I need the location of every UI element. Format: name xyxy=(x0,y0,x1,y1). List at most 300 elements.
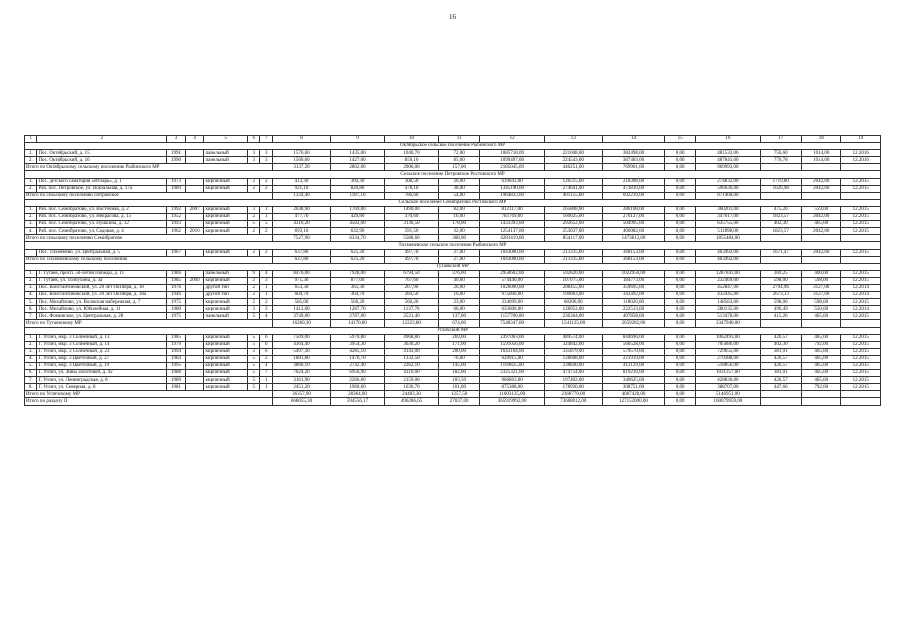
table-cell: 426,57 xyxy=(760,334,802,341)
table-cell: 770,78 xyxy=(760,157,802,164)
table-cell: 0,00 xyxy=(665,157,696,164)
table-cell: 2368770,00 xyxy=(544,391,602,398)
table-cell: 2010 xyxy=(185,228,204,235)
table-cell: 465,00 xyxy=(802,355,841,362)
table-cell: 446251,00 xyxy=(544,164,602,171)
table-cell: 2 xyxy=(248,228,260,235)
table-cell: 340625,00 xyxy=(602,377,664,384)
table-cell: 591,50 xyxy=(384,228,438,235)
table-cell: 274641,00 xyxy=(544,185,602,192)
table-cell: 792,00 xyxy=(802,341,841,348)
table-cell: 12223,80 xyxy=(384,320,438,327)
table-cell: 308751,00 xyxy=(602,384,664,391)
table-cell: 2397063,00 xyxy=(480,334,544,341)
table-cell: 3954,30 xyxy=(331,341,385,348)
table-cell: 4 xyxy=(260,313,272,320)
table-cell: 2325321,00 xyxy=(480,370,544,377)
table-cell: 1990 xyxy=(167,157,186,164)
table-cell: Г. Углич, мкр. 3 Цветочный, д. 27 xyxy=(37,355,167,362)
table-cell: 465,00 xyxy=(802,334,841,341)
subtotal-row xyxy=(25,320,881,327)
table-cell: 2 xyxy=(248,178,260,185)
table-row xyxy=(25,185,881,192)
table-cell: 26,00 xyxy=(438,178,480,185)
table-cell: 426,57 xyxy=(760,377,802,384)
table-cell: Пос. Тихменево, ул. Центральная, д. 5 xyxy=(37,249,167,256)
table-cell: 2185045,09 xyxy=(480,164,544,171)
table-cell: 382498,00 xyxy=(602,150,664,157)
table-cell: кирпичный xyxy=(204,214,248,221)
table-cell: 2 xyxy=(248,284,260,291)
table-cell: 236364,00 xyxy=(544,313,602,320)
table-cell: 4 xyxy=(185,136,204,143)
table-cell: 1994 xyxy=(167,348,186,355)
table-row xyxy=(25,157,881,164)
table-cell: 0,00 xyxy=(665,178,696,185)
table-row xyxy=(25,299,881,306)
table-cell: 1287843,00 xyxy=(696,270,760,277)
table-cell: 477,70 xyxy=(272,214,330,221)
table-cell: 5 xyxy=(248,363,260,370)
table-cell: 465,00 xyxy=(802,363,841,370)
table-cell: 625,20 xyxy=(331,249,385,256)
table-cell: 8476,00 xyxy=(272,270,330,277)
table-cell xyxy=(760,235,802,242)
table-cell: Г. Углич, ул. Зины Золотовой, д. 42 xyxy=(37,370,167,377)
table-cell: 127152000,00 xyxy=(602,398,664,405)
table-cell: 1257,50 xyxy=(438,391,480,398)
table-cell: 3161,90 xyxy=(272,377,330,384)
table-cell: 1254137,00 xyxy=(480,228,544,235)
table-cell: 402,30 xyxy=(760,221,802,228)
table-cell: 585,00 xyxy=(272,299,330,306)
table-cell: 4143,00 xyxy=(384,348,438,355)
table-cell: 1. xyxy=(25,150,37,157)
table-cell: 574440,00 xyxy=(480,277,544,284)
table-cell: 368153,00 xyxy=(602,256,664,263)
table-cell xyxy=(185,214,204,221)
table-cell: 497,70 xyxy=(384,249,438,256)
table-cell: 1967 xyxy=(167,249,186,256)
table-cell: Октябрьское сельское поселение Рыбинского МР xyxy=(25,143,881,150)
table-cell: 4283419,00 xyxy=(480,235,544,242)
table-cell: 24483,30 xyxy=(384,391,438,398)
table-cell: 2 xyxy=(248,214,260,221)
table-cell: 4 xyxy=(260,363,272,370)
table-cell: 15 xyxy=(665,136,696,143)
table-cell xyxy=(185,377,204,384)
table-cell: 12.2015 xyxy=(841,178,881,185)
table-cell: 17 xyxy=(760,136,802,143)
table-row xyxy=(25,377,881,384)
table-cell: Г. Углич, мкр. 3 Солнечный, д. 13 xyxy=(37,334,167,341)
table-cell: 5 xyxy=(248,377,260,384)
table-cell: кирпичный xyxy=(204,377,248,384)
table-row xyxy=(25,363,881,370)
table-row xyxy=(25,341,881,348)
table-cell: 23,00 xyxy=(438,299,480,306)
table-cell: Пос. детского санатория «Итларь», д. 1 xyxy=(37,178,167,185)
table-cell: 478,10 xyxy=(384,185,438,192)
table-cell: 3866,10 xyxy=(272,363,330,370)
table-cell: Раб. пос. Семибратово, ул. Садовая, д. 4 xyxy=(37,228,167,235)
table-cell: 1157700,00 xyxy=(480,313,544,320)
table-cell: 0,00 xyxy=(665,150,696,157)
table-cell: Пос. Михайлово, ул. Юбилейная, д. 11 xyxy=(37,306,167,313)
table-cell: 0,00 xyxy=(665,256,696,263)
table-cell: 253037,00 xyxy=(544,228,602,235)
table-cell: 28364,00 xyxy=(331,391,385,398)
table-cell: 165808,00 xyxy=(544,206,602,213)
table-cell: 3127,00 xyxy=(802,292,841,299)
table-cell: 635755,00 xyxy=(696,221,760,228)
table-cell: 1952 xyxy=(167,214,186,221)
table-cell: 1626,98 xyxy=(760,185,802,192)
table-cell: 1881,80 xyxy=(272,355,330,362)
table-cell: 412129,00 xyxy=(602,363,664,370)
table-cell xyxy=(185,348,204,355)
table-cell: 3 xyxy=(260,157,272,164)
table-cell: 365,30 xyxy=(331,284,385,291)
table-cell: 280135,00 xyxy=(696,306,760,313)
table-cell: 0,00 xyxy=(665,348,696,355)
table-cell: 85,00 xyxy=(438,157,480,164)
grand-total-row xyxy=(25,398,881,405)
table-cell: 560528,00 xyxy=(602,341,664,348)
table-cell: кирпичный xyxy=(204,221,248,228)
table-cell: 1 xyxy=(260,214,272,221)
table-cell: 3 xyxy=(248,150,260,157)
table-cell: Итого по разделу II xyxy=(25,398,273,405)
table-cell: 16,00 xyxy=(438,292,480,299)
table-cell: 481532,06 xyxy=(696,150,760,157)
table-cell: 370,60 xyxy=(384,214,438,221)
table-cell: 12.2015 xyxy=(841,384,881,391)
table-cell: 10 xyxy=(384,136,438,143)
table-cell: 4. xyxy=(25,292,37,299)
table-cell xyxy=(185,270,204,277)
table-cell: 0,00 xyxy=(665,270,696,277)
table-cell: Г. Тутаев, просп. 50-летия Победы, д. 11 xyxy=(37,270,167,277)
page-number: 16 xyxy=(449,13,456,21)
table-cell: 3137,20 xyxy=(272,164,330,171)
table-cell: Г. Тутаев, ул. Толбухина, д. 3а xyxy=(37,277,167,284)
table-cell: 3 xyxy=(248,306,260,313)
table-cell: 6. xyxy=(25,306,37,313)
table-cell: 1993 xyxy=(167,221,186,228)
table-cell: 1 xyxy=(260,284,272,291)
table-cell: 335879,00 xyxy=(544,348,602,355)
table-cell: 1981 xyxy=(167,384,186,391)
table-cell: 3. xyxy=(25,284,37,291)
table-cell: 2 xyxy=(260,355,272,362)
table-cell: 224543,00 xyxy=(544,157,602,164)
table-cell: 1560,60 xyxy=(272,157,330,164)
table-cell: 1964833,00 xyxy=(480,192,544,199)
table-row xyxy=(25,334,881,341)
table-cell: 2038,90 xyxy=(272,206,330,213)
table-cell: 2 xyxy=(248,299,260,306)
table-cell: 1026000,00 xyxy=(480,284,544,291)
table-cell: 1433393,00 xyxy=(480,221,544,228)
table-cell: 1. xyxy=(25,178,37,185)
table-cell xyxy=(185,157,204,164)
table-cell: 429,80 xyxy=(331,214,385,221)
table-cell: 12.2014 xyxy=(841,306,881,313)
table-cell: 2 xyxy=(248,185,260,192)
table-cell: 1062493,00 xyxy=(696,334,760,341)
table-cell: кирпичный xyxy=(204,348,248,355)
table-cell: 222513,00 xyxy=(602,306,664,313)
table-cell xyxy=(841,235,881,242)
table-cell: 969993,00 xyxy=(696,164,760,171)
table-cell xyxy=(185,384,204,391)
table-row xyxy=(25,384,881,391)
table-cell xyxy=(185,363,204,370)
table-cell: другой тип xyxy=(204,284,248,291)
table-cell: 2009 xyxy=(185,277,204,284)
table-cell: 1960,60 xyxy=(331,384,385,391)
table-cell: 5 xyxy=(248,370,260,377)
table-cell: 73688012,00 xyxy=(544,398,602,405)
table-cell xyxy=(841,256,881,263)
table-cell: 6956,90 xyxy=(331,370,385,377)
table-cell: кирпичный xyxy=(204,341,248,348)
subtotal-row xyxy=(25,391,881,398)
table-cell: 1435,00 xyxy=(331,150,385,157)
table-cell: 274832,00 xyxy=(696,178,760,185)
table-cell: 16 xyxy=(696,136,760,143)
table-cell: 2042,00 xyxy=(802,185,841,192)
table-cell: 38,00 xyxy=(438,185,480,192)
table-cell: 1995 xyxy=(167,363,186,370)
table-cell: 3 xyxy=(260,150,272,157)
table-cell: 5588,60 xyxy=(384,235,438,242)
table-cell: 1769,00 xyxy=(331,206,385,213)
table-cell: 413,30 xyxy=(272,178,330,185)
table-cell: 1855484,00 xyxy=(696,235,760,242)
table-cell: 66,00 xyxy=(438,306,480,313)
table-cell: 579570,00 xyxy=(602,348,664,355)
table-cell: 1473812,00 xyxy=(602,235,664,242)
table-cell: 2 xyxy=(260,299,272,306)
table-cell: 137,00 xyxy=(438,313,480,320)
table-cell: 2 xyxy=(248,292,260,299)
table-cell: 12.2015 xyxy=(841,221,881,228)
table-cell: 12.2015 xyxy=(841,299,881,306)
table-cell: 653,30 xyxy=(272,284,330,291)
table-cell: 12.2015 xyxy=(841,249,881,256)
table-cell: 5 xyxy=(248,355,260,362)
table-cell: Раб. пос. Семибратово, ул. Пушкина, д. 12 xyxy=(37,221,167,228)
table-cell: 387403,00 xyxy=(602,157,664,164)
table-row xyxy=(25,221,881,228)
table-cell: 284,50 xyxy=(384,292,438,299)
table-cell: 465,00 xyxy=(802,313,841,320)
table-cell: 1332,50 xyxy=(384,355,438,362)
table-cell: 6 xyxy=(248,136,260,143)
table-cell: 364,70 xyxy=(331,292,385,299)
table-cell: 812117,00 xyxy=(480,206,544,213)
table-cell: Г. Углич, мкр. 3 Солнечный, д. 14 xyxy=(37,341,167,348)
table-cell: 232469,00 xyxy=(696,277,760,284)
table-cell: 1046,70 xyxy=(384,150,438,157)
table-cell: Итого по сельскому поселению Петровское xyxy=(25,192,273,199)
table-cell: Пос. Фоминское, ул. Центральная, д. 28 xyxy=(37,313,167,320)
table-cell: 415,26 xyxy=(760,313,802,320)
table-cell: панельный xyxy=(204,313,248,320)
table-cell: Г. Углич, ул. Северная, д. 8 xyxy=(37,384,167,391)
table-cell: 693,10 xyxy=(272,228,330,235)
table-row xyxy=(25,249,881,256)
table-cell: 11603135,00 xyxy=(480,391,544,398)
table-cell xyxy=(802,164,841,171)
table-cell: кирпичный xyxy=(204,355,248,362)
table-cell: 452847,00 xyxy=(696,284,760,291)
table-cell: 2451,20 xyxy=(272,384,330,391)
table-cell: 1022950,00 xyxy=(602,270,664,277)
table-cell: 27,00 xyxy=(438,249,480,256)
table-cell: 705686,00 xyxy=(696,341,760,348)
housing-register-table xyxy=(24,135,881,406)
table-cell: 1099497,00 xyxy=(480,157,544,164)
table-cell xyxy=(802,235,841,242)
table-cell: 1576,60 xyxy=(272,150,330,157)
table-cell xyxy=(841,398,881,405)
table-cell: 12.2015 xyxy=(841,228,881,235)
table-cell: 877,00 xyxy=(331,277,385,284)
table-cell: 118020,00 xyxy=(602,299,664,306)
table-cell: 1719,80 xyxy=(760,178,802,185)
table-cell: кирпичный xyxy=(204,363,248,370)
table-cell xyxy=(841,192,881,199)
table-cell: 6794,50 xyxy=(384,270,438,277)
table-cell: 1973 xyxy=(167,178,186,185)
table-cell: 1989 xyxy=(167,377,186,384)
table-cell: 1287,70 xyxy=(331,306,385,313)
table-cell: 2042,00 xyxy=(802,214,841,221)
table-cell: Раб. пос. Петровское, ул. Вокзальная, д. 17а xyxy=(37,185,167,192)
table-cell: 0,00 xyxy=(665,355,696,362)
table-row xyxy=(25,284,881,291)
table-cell: 128608,00 xyxy=(544,355,602,362)
table-cell: 2 xyxy=(248,249,260,256)
table-cell: 267,90 xyxy=(384,284,438,291)
table-cell: другой тип xyxy=(204,292,248,299)
table-cell: 9 xyxy=(248,270,260,277)
table-cell: 2. xyxy=(25,277,37,284)
table-cell: 3749,00 xyxy=(272,313,330,320)
table-cell: 1427,00 xyxy=(331,157,385,164)
table-cell: 5 xyxy=(204,136,248,143)
table-cell: 16,00 xyxy=(438,214,480,221)
table-cell: 432445,00 xyxy=(696,292,760,299)
table-row xyxy=(25,355,881,362)
table-cell: 598,00 xyxy=(802,277,841,284)
table-cell: 6 xyxy=(260,334,272,341)
table-cell: панельный xyxy=(204,157,248,164)
table-cell: 2266,60 xyxy=(331,377,385,384)
table-cell: Пос. Октябрьский, д. 16 xyxy=(37,157,167,164)
table-cell: Пос. Октябрьский, д. 15 xyxy=(37,150,167,157)
table-cell: 0,00 xyxy=(665,292,696,299)
table-cell: Г. Углич, мкр. 3 Цветочный, д. 19 xyxy=(37,363,167,370)
table-cell: 2 xyxy=(260,185,272,192)
table-cell: кирпичный xyxy=(204,249,248,256)
table-cell: 0,00 xyxy=(665,370,696,377)
table-cell: 12.2015 xyxy=(841,370,881,377)
table-cell: 5 xyxy=(260,221,272,228)
table-cell: 11 xyxy=(438,136,480,143)
table-cell: 447,66 xyxy=(760,384,802,391)
table-cell: кирпичный xyxy=(204,178,248,185)
table-cell xyxy=(185,178,204,185)
table-cell: 2742,40 xyxy=(331,363,385,370)
table-cell: 4 xyxy=(260,270,272,277)
table-cell: 475,20 xyxy=(760,206,802,213)
table-cell: 269,00 xyxy=(438,334,480,341)
table-cell: 3 xyxy=(248,206,260,213)
table-cell: 184773,00 xyxy=(602,277,664,284)
table-cell: кирпичный xyxy=(204,185,248,192)
table-cell: 0,00 xyxy=(665,185,696,192)
table-cell: 1636,70 xyxy=(384,384,438,391)
table-cell: 407858,00 xyxy=(602,313,664,320)
table-cell: 3 xyxy=(167,136,186,143)
table-cell: 1989 xyxy=(167,185,186,192)
table-cell: 12.2015 xyxy=(841,348,881,355)
table-cell: 2950602,00 xyxy=(480,270,544,277)
table-cell: 1 xyxy=(260,377,272,384)
table-cell: Пос. Константиновский, ул. 20 лет Октября, д. 18а xyxy=(37,292,167,299)
table-cell: 5497,30 xyxy=(272,348,330,355)
table-cell: кирпичный xyxy=(204,334,248,341)
table-cell: 0,00 xyxy=(665,235,696,242)
table-cell: 594556,17 xyxy=(331,398,385,405)
table-cell: 213335,00 xyxy=(544,256,602,263)
table-cell: 200,00 xyxy=(438,348,480,355)
table-cell xyxy=(185,284,204,291)
table-cell: 5. xyxy=(25,299,37,306)
table-cell: 4. xyxy=(25,228,37,235)
table-cell: 792,00 xyxy=(802,384,841,391)
table-cell: 5 xyxy=(248,334,260,341)
table-cell: 2787,00 xyxy=(331,313,385,320)
table-cell: 0,00 xyxy=(665,206,696,213)
table-cell: 637,80 xyxy=(272,249,330,256)
table-cell: 1412,00 xyxy=(272,306,330,313)
table-cell: 3. xyxy=(25,348,37,355)
table-cell: 465,00 xyxy=(802,348,841,355)
table-cell: 1043000,00 xyxy=(480,249,544,256)
table-cell: 3347940,00 xyxy=(696,320,760,327)
table-cell: 4310,00 xyxy=(384,370,438,377)
table-cell xyxy=(760,398,802,405)
section-header-row xyxy=(25,199,881,206)
table-row xyxy=(25,277,881,284)
table-cell: 12.2015 xyxy=(841,214,881,221)
table-cell: 604,70 xyxy=(272,292,330,299)
table-cell: 72,00 xyxy=(438,150,480,157)
table-cell: кирпичный xyxy=(204,306,248,313)
table-cell: 1976 xyxy=(167,284,186,291)
table-cell: 199063,00 xyxy=(544,292,602,299)
table-cell: 82,00 xyxy=(438,206,480,213)
table-cell: 13 xyxy=(544,136,602,143)
table-cell xyxy=(760,164,802,171)
table-cell: 1 xyxy=(260,384,272,391)
table-cell: 632,90 xyxy=(331,228,385,235)
